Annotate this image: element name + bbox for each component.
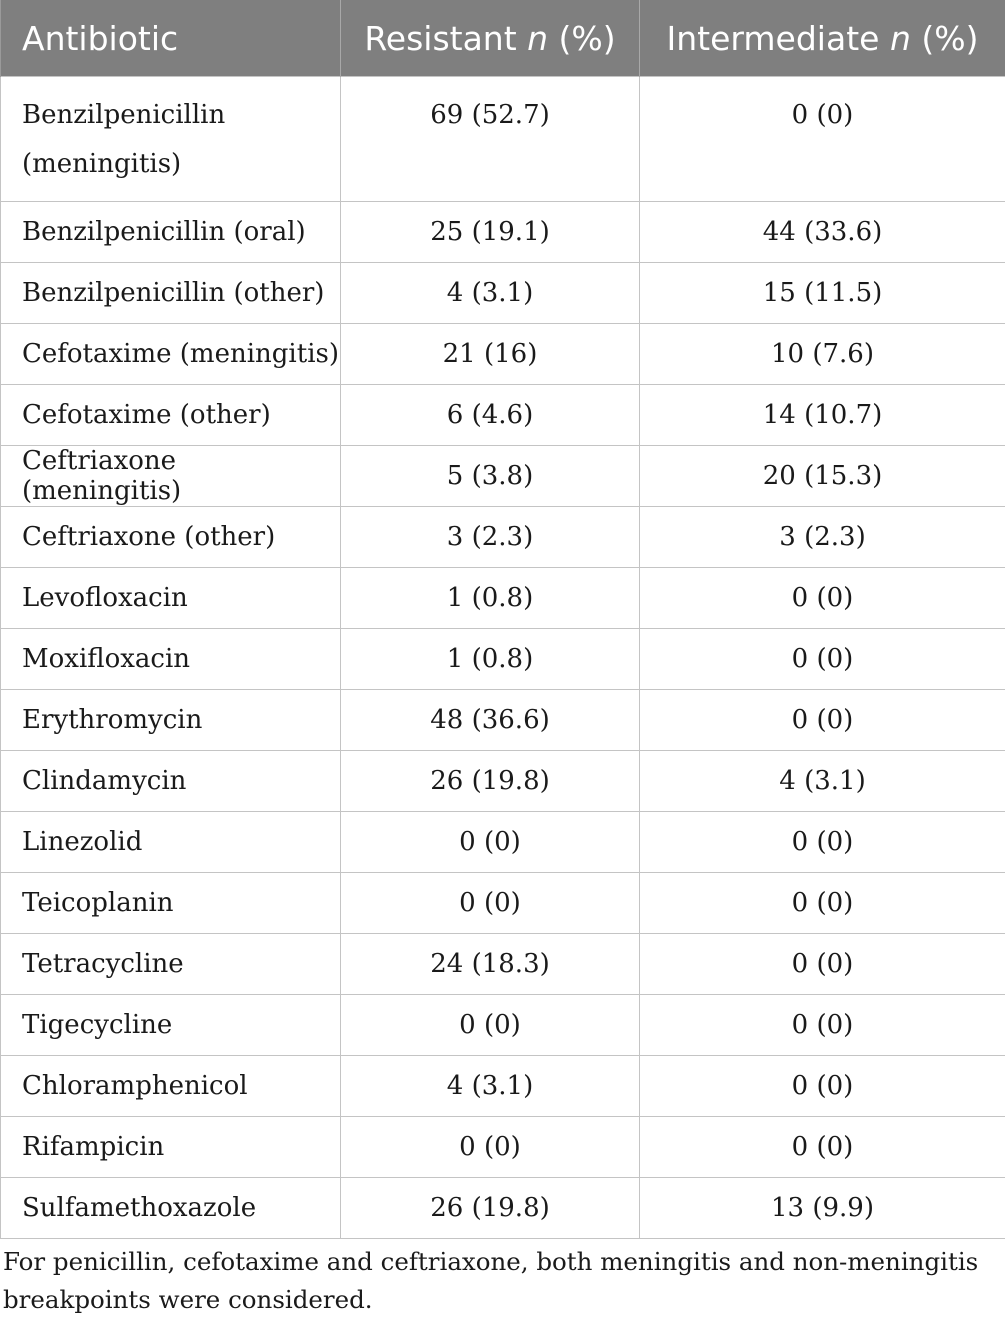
table-row [1,751,1005,812]
cell-antibiotic: Cefotaxime (other) [1,385,341,446]
cell-antibiotic: Clindamycin [1,751,341,812]
cell-antibiotic: Chloramphenicol [1,1056,341,1117]
table-row [1,507,1005,568]
cell-intermediate: 15 (11.5) [640,263,1005,324]
header-resistant [341,0,640,77]
table-row [1,202,1005,263]
cell-antibiotic: Erythromycin [1,690,341,751]
header-intermediate-suffix: (%) [910,18,979,58]
cell-resistant: 0 (0) [341,873,640,934]
table-row [1,690,1005,751]
table-row [1,324,1005,385]
cell-resistant: 48 (36.6) [341,690,640,751]
cell-intermediate: 13 (9.9) [640,1178,1005,1239]
cell-antibiotic: Levofloxacin [1,568,341,629]
table-row [1,385,1005,446]
cell-antibiotic: Cefotaxime (meningitis) [1,324,341,385]
table-row [1,873,1005,934]
cell-resistant: 1 (0.8) [341,568,640,629]
cell-intermediate: 0 (0) [640,995,1005,1056]
cell-intermediate: 0 (0) [640,812,1005,873]
cell-intermediate: 0 (0) [640,690,1005,751]
cell-antibiotic: Sulfamethoxazole [1,1178,341,1239]
table-row [1,629,1005,690]
cell-intermediate: 0 (0) [640,873,1005,934]
cell-intermediate: 0 (0) [640,568,1005,629]
cell-resistant: 26 (19.8) [341,751,640,812]
header-resistant-italic: n [527,18,549,58]
cell-intermediate: 0 (0) [640,77,1005,202]
cell-intermediate: 4 (3.1) [640,751,1005,812]
cell-antibiotic: Benzilpenicillin (other) [1,263,341,324]
cell-resistant: 1 (0.8) [341,629,640,690]
cell-resistant: 3 (2.3) [341,507,640,568]
cell-resistant: 5 (3.8) [341,446,640,507]
header-intermediate [640,0,1005,77]
table-row [1,812,1005,873]
cell-intermediate: 0 (0) [640,934,1005,995]
header-intermediate-text: Intermediate [666,18,890,58]
table-row [1,446,1005,507]
cell-resistant: 4 (3.1) [341,1056,640,1117]
cell-resistant: 24 (18.3) [341,934,640,995]
table-row [1,1117,1005,1178]
table-header [1,0,1005,77]
header-antibiotic [1,0,341,77]
cell-resistant: 0 (0) [341,1117,640,1178]
table-row [1,263,1005,324]
cell-antibiotic: Rifampicin [1,1117,341,1178]
table-row [1,934,1005,995]
cell-intermediate: 44 (33.6) [640,202,1005,263]
table-row [1,568,1005,629]
table-row [1,995,1005,1056]
header-intermediate-italic: n [889,18,911,58]
cell-antibiotic: Benzilpenicillin (meningitis) [1,77,341,202]
cell-resistant: 69 (52.7) [341,77,640,202]
cell-resistant: 6 (4.6) [341,385,640,446]
cell-intermediate: 3 (2.3) [640,507,1005,568]
table-row [1,77,1005,202]
cell-resistant: 0 (0) [341,812,640,873]
cell-antibiotic: Moxifloxacin [1,629,341,690]
header-antibiotic-text: Antibiotic [22,18,179,58]
cell-antibiotic: Linezolid [1,812,341,873]
cell-resistant: 21 (16) [341,324,640,385]
cell-antibiotic: Benzilpenicillin (oral) [1,202,341,263]
table-row [1,1178,1005,1239]
header-resistant-suffix: (%) [548,18,616,58]
cell-antibiotic: Tigecycline [1,995,341,1056]
cell-resistant: 0 (0) [341,995,640,1056]
cell-intermediate: 10 (7.6) [640,324,1005,385]
cell-intermediate: 0 (0) [640,629,1005,690]
cell-antibiotic: Ceftriaxone (other) [1,507,341,568]
cell-antibiotic: Tetracycline [1,934,341,995]
cell-resistant: 25 (19.1) [341,202,640,263]
cell-intermediate: 20 (15.3) [640,446,1005,507]
cell-intermediate: 0 (0) [640,1056,1005,1117]
cell-intermediate: 0 (0) [640,1117,1005,1178]
cell-resistant: 4 (3.1) [341,263,640,324]
header-resistant-text: Resistant [364,18,528,58]
cell-antibiotic: Ceftriaxone (meningitis) [1,446,341,507]
cell-resistant: 26 (19.8) [341,1178,640,1239]
table-footnote: For penicillin, cefotaxime and ceftriaxone, both meningitis and non-meningitis breakpoints were considered. [3,1247,979,1314]
cell-intermediate: 14 (10.7) [640,385,1005,446]
header-row [1,0,1005,77]
cell-antibiotic: Teicoplanin [1,873,341,934]
table-body [1,77,1005,1239]
table-row [1,1056,1005,1117]
